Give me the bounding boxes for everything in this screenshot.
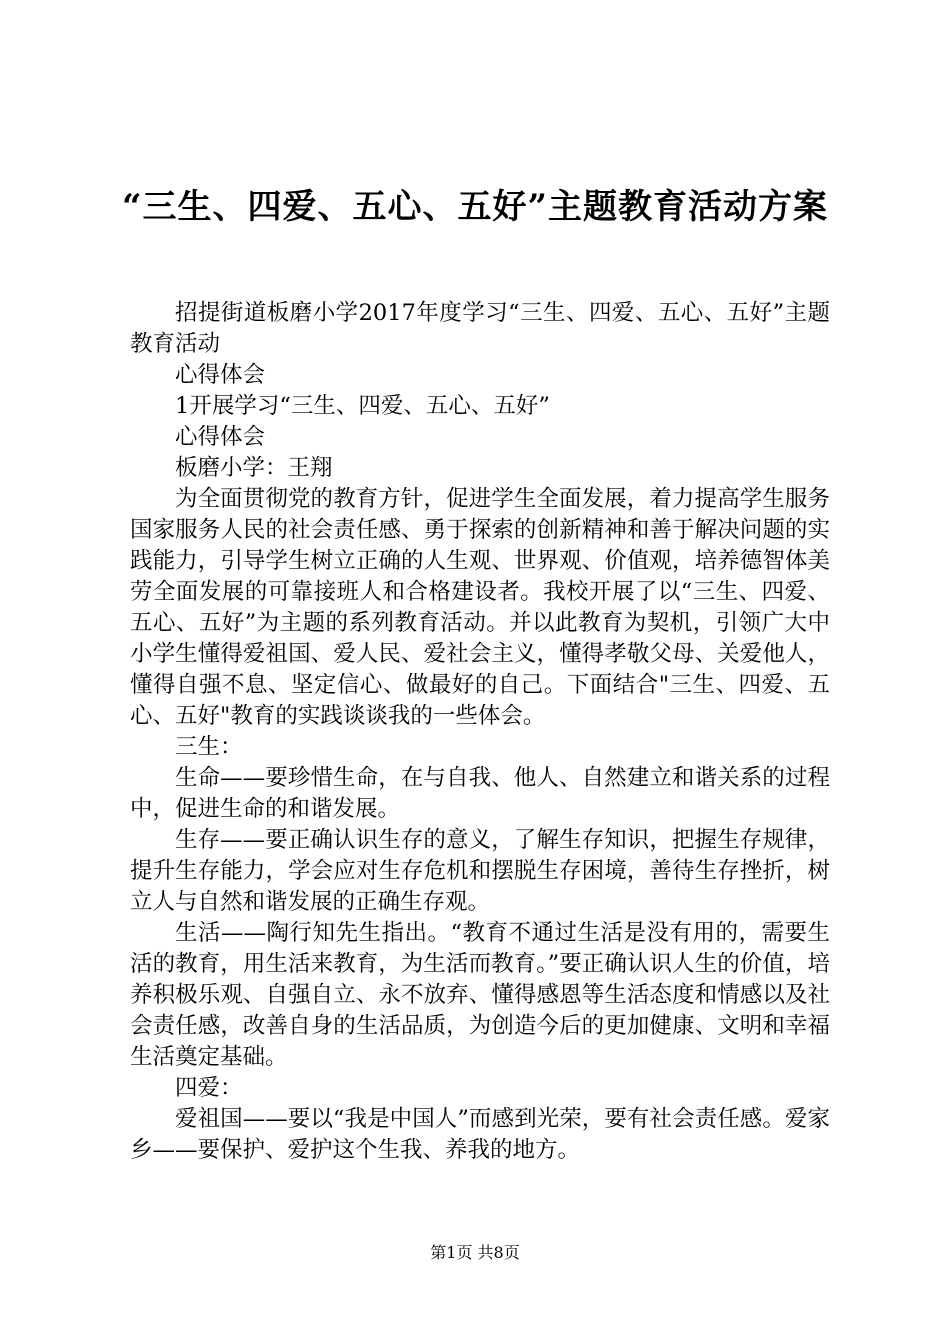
paragraph-aizuguo: 爱祖国——要以“我是中国人”而感到光荣，要有社会责任感。爱家乡——要保护、爱护这个生我、养我的地方。 <box>130 1106 830 1163</box>
paragraph-subtitle-2: 心得体会 <box>175 424 266 450</box>
page-footer: 第1页 共8页 <box>430 1243 520 1262</box>
paragraph-section-sansheng: 三生： <box>175 734 243 760</box>
paragraph-header-line: 招提街道板磨小学2017年度学习“三生、四爱、五心、五好”主题教育活动 <box>130 300 830 357</box>
paragraph-shenghuo: 生活——陶行知先生指出。“教育不通过生活是没有用的，需要生活的教育，用生活来教育，为生活而教育。”要正确认识人生的价值，培养积极乐观、自强自立、永不放弃、懂得感恩等生活态度和情感以及社会责任感，改善自身的生活品质，为创造今后的更加健康、文明和幸福生活奠定基础。 <box>130 920 830 1070</box>
document-body <box>130 298 830 1166</box>
paragraph-author: 板磨小学：王翔 <box>175 455 333 481</box>
document-title: “三生、四爱、五心、五好”主题教育活动方案 <box>121 187 829 227</box>
paragraph-subtitle: 心得体会 <box>175 362 266 388</box>
paragraph-intro: 为全面贯彻党的教育方针，促进学生全面发展，着力提高学生服务国家服务人民的社会责任感、勇于探索的创新精神和善于解决问题的实践能力，引导学生树立正确的人生观、世界观、价值观，培养德智体美劳全面发展的可靠接班人和合格建设者。我校开展了以“三生、四爱、五心、五好”为主题的系列教育活动。并以此教育为契机，引领广大中小学生懂得爱祖国、爱人民、爱社会主义，懂得孝敬父母、关爱他人，懂得自强不息、坚定信心、做最好的自己。下面结合"三生、四爱、五心、五好"教育的实践谈谈我的一些体会。 <box>130 486 830 729</box>
paragraph-shengming: 生命——要珍惜生命，在与自我、他人、自然建立和谐关系的过程中，促进生命的和谐发展。 <box>130 765 830 822</box>
paragraph-shengcun: 生存——要正确认识生存的意义，了解生存知识，把握生存规律，提升生存能力，学会应对生存危机和摆脱生存困境，善待生存挫折，树立人与自然和谐发展的正确生存观。 <box>130 827 830 915</box>
paragraph-section-siai: 四爱： <box>175 1075 243 1101</box>
paragraph-heading: 1开展学习“三生、四爱、五心、五好” <box>175 393 550 419</box>
